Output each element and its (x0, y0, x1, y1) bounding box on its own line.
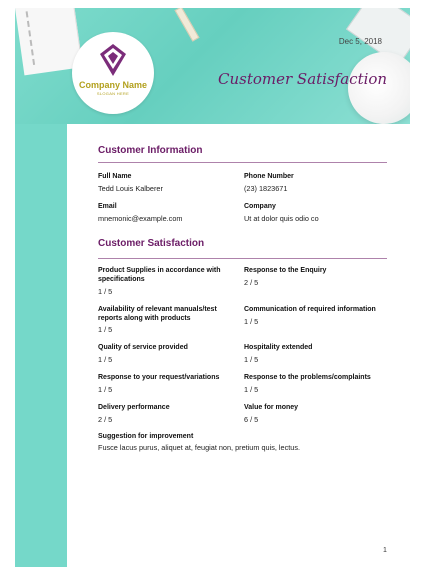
suggestion-label: Suggestion for improvement (98, 433, 194, 440)
company-logo (72, 32, 154, 114)
rating-value: 2 / 5 (244, 278, 259, 287)
full-name-label: Full Name (98, 173, 132, 180)
phone-label: Phone Number (244, 173, 294, 180)
document-date: Dec 5, 2018 (338, 37, 382, 46)
section-divider (98, 258, 387, 259)
rating-value: 1 / 5 (98, 325, 113, 334)
document-title: Customer Satisfaction (218, 70, 388, 88)
rating-label: Value for money (244, 404, 299, 411)
left-accent-strip (15, 124, 67, 567)
rating-value: 1 / 5 (244, 355, 259, 364)
company-logo-icon (100, 44, 126, 76)
rating-value: 1 / 5 (98, 385, 113, 394)
rating-value: 1 / 5 (98, 287, 113, 296)
rating-label: Availability of relevant manuals/test reports along with products (98, 306, 217, 322)
rating-label: Response to the problems/complaints (244, 374, 371, 381)
rating-label: Hospitality extended (244, 344, 313, 351)
rating-label: Delivery performance (98, 404, 170, 411)
suggestion-value: Fusce lacus purus, aliquet at, feugiat non, pretium quis, lectus. (98, 443, 300, 452)
rating-value: 2 / 5 (98, 415, 113, 424)
rating-value: 1 / 5 (244, 385, 259, 394)
satisfaction-heading: Customer Satisfaction (98, 238, 205, 249)
company-tagline: SLOGAN HERE (96, 91, 130, 96)
coffee-cup-image (348, 52, 410, 124)
section-divider (98, 162, 387, 163)
company-value: Ut at dolor quis odio co (244, 214, 319, 223)
full-name-value: Tedd Louis Kalberer (98, 184, 163, 193)
page-number: 1 (383, 547, 387, 554)
rating-value: 1 / 5 (98, 355, 113, 364)
company-name: Company Name (78, 80, 148, 90)
rating-label: Communication of required information (244, 306, 376, 313)
customer-info-heading: Customer Information (98, 145, 203, 156)
rating-value: 6 / 5 (244, 415, 259, 424)
rating-label: Response to the Enquiry (244, 267, 327, 274)
phone-value: (23) 1823671 (244, 184, 288, 193)
rating-label: Response to your request/variations (98, 374, 220, 381)
email-label: Email (98, 203, 117, 210)
email-value: mnemonic@example.com (98, 214, 183, 223)
pencil-image (175, 8, 200, 42)
rating-value: 1 / 5 (244, 317, 259, 326)
company-label: Company (244, 203, 276, 210)
rating-label: Product Supplies in accordance with specifications (98, 267, 221, 283)
rating-label: Quality of service provided (98, 344, 188, 351)
